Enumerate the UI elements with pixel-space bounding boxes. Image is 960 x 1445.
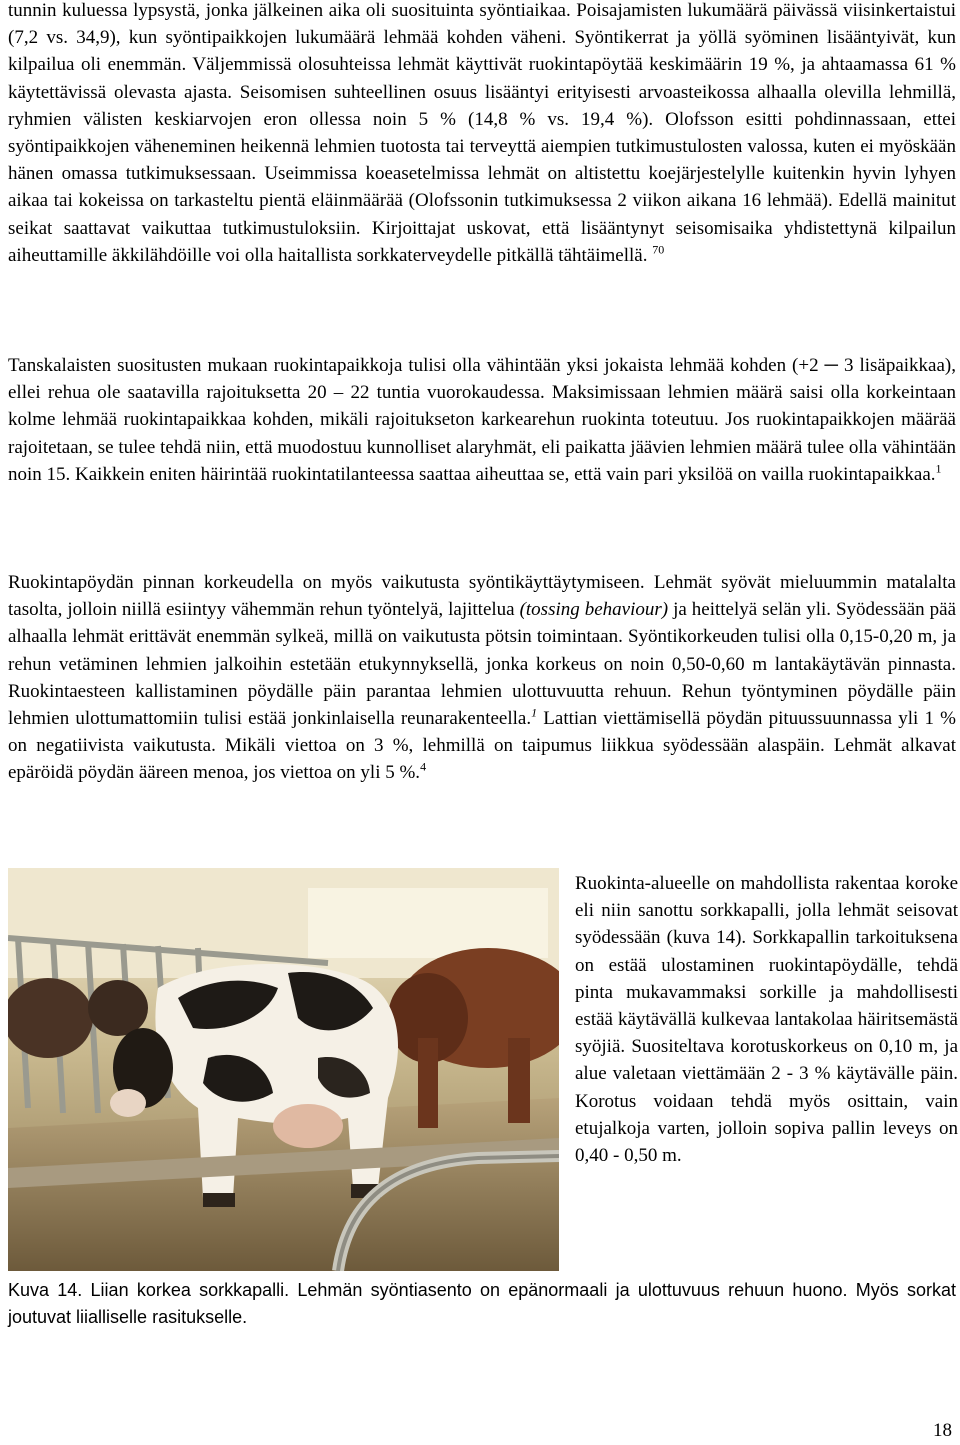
paragraph-text: ja heittelyä selän yli. Syödessään pää alhaalla lehmät erittävät enemmän sylkeä, millä on vaikutusta pötsin toimintaan. Syöntikorkeuden tulisi olla 0,15-0,20 m, ja rehun vetäminen lehmien jalkoihin estetään etukynnyksellä, jonka korkeus on noin 0,50-0,60 m lantakäytävän pinnasta. Ruokintaesteen kallistaminen pöydälle päin parantaa lehmien ulottuvuutta rehuun. Rehun työntyminen pöydälle päin lehmien ulottumattomiin tulisi estää jonkinlaisella reunarakenteella. bbox=[8, 599, 956, 730]
paragraph-text: Ruokintapöydän pinnan korkeudella on myös vaikutusta syöntikäyttäytymiseen. Lehmät syövät mieluummin matalalta tasolta, jolloin niillä esiintyy vähemmän rehun työntelyä, lajittelua bbox=[8, 572, 956, 621]
paragraph-danish-recommendations bbox=[8, 352, 956, 488]
reference-superscript: 70 bbox=[652, 242, 665, 257]
cow-photo-illustration bbox=[8, 868, 559, 1271]
paragraph-text: Lattian viettämisellä pöydän pituussuunnassa yli 1 % on negatiivista vaikutusta. Mikäli viettoa on 3 %, lehmillä on taipumus liikkua syödessään alaspäin. Lehmät alkavat epäröidä pöydän ääreen menoa, jos viettoa on yli 5 %. bbox=[8, 708, 956, 784]
page-number: 18 bbox=[933, 1420, 952, 1441]
side-text-hoof-platform: Ruokinta-alueelle on mahdollista rakentaa koroke eli niin sanottu sorkkapalli, jolla lehmät seisovat syödessään (kuva 14). Sorkkapallin tarkoituksena on estää ulostaminen ruokintapöydälle, tehdä pinta mukavammaksi sorkille ja mahdollisesti estää käytävällä kulkevaa lantakolaa häiritsemästä syöjiä. Suositeltava korotuskorkeus on 0,10 m, ja alue valetaan viettämään 2 - 3 % käytävälle päin. Korotus voidaan tehdä myös osittain, vain etujalkoja varten, jolloin sopiva pallin leveys on 0,40 - 0,50 m. bbox=[575, 873, 958, 1167]
reference-superscript: 4 bbox=[420, 760, 427, 775]
cow-feeding-photo bbox=[8, 868, 559, 1271]
paragraph-text: Tanskalaisten suositusten mukaan ruokintapaikkoja tulisi olla vähintään yksi jokaista lehmää kohden (+2 ─ 3 lisäpaikkaa), ellei rehua ole saatavilla rajoituksetta 20 – 22 tuntia vuorokaudessa. Maksimissaan lehmien määrä saisi olla korkeintaan kolme lehmää ruokintapaikkaa kohden, mikäli rajoitukseton karkearehun ruokinta toteutuu. Jos ruokintapaikkojen määrää rajoitetaan, se tulee tehdä niin, että muodostuu kunnolliset alaryhmät, eli paikatta jäävien lehmien määrä tulee olla vähintään noin 15. Kaikkein eniten häirintää ruokintatilanteessa saattaa aiheuttaa se, että vain pari yksilöä on vailla ruokintapaikkaa. bbox=[8, 355, 956, 485]
paragraph-olofsson-study bbox=[8, 0, 956, 269]
reference-superscript: 1 bbox=[531, 705, 538, 720]
reference-superscript: 1 bbox=[935, 461, 942, 476]
italic-term: (tossing behaviour) bbox=[519, 599, 669, 621]
paragraph-text: tunnin kuluessa lypsystä, jonka jälkeinen aika oli suosituinta syöntiaikaa. Poisajamisten lukumäärä päivässä viisinkertaistui (7,2 vs. 34,9), kun syöntipaikkojen lukumäärä lehmää kohden väheni. Syöntikerrat ja yöllä syöminen lisääntyivät, kun kilpailua oli enemmän. Väljemmissä olosuhteissa lehmät käyttivät ruokintapöytää keskimäärin 19 %, ja ahtaamassa 61 % käytettävissä olevasta ajasta. Seisomisen suhteellinen osuus lisääntyi erityisesti arvoasteikossa alhaalla olevilla lehmillä, ryhmien välisten keskiarvojen eron ollessa noin 5 % (14,8 % vs. 19,4 %). Olofsson esitti pohdinnassaan, ettei syöntipaikkojen väheneminen heikennä lehmien tuotosta tai terveyttä aiempien tutkimustulosten valossa, kuten ei myöskään hänen omassa tutkimuksessaan. Useimmissa koeasetelmissa lehmät on altistettu koejärjestelylle kuitenkin hyvin lyhyen aikaa tai kokeissa on tarkasteltu pientä eläinmäärää (Olofssonin tutkimuksessa 2 viikon aikana 16 lehmää). Edellä mainitut seikat saattavat vaikuttaa tutkimustuloksiin. Kirjoittajat uskovat, että lisääntynyt seisomisaika yhdistettynä kilpailun aiheuttamille äkkilähdöille voi olla haitallista sorkkaterveydelle pitkällä tähtäimellä. bbox=[8, 0, 956, 266]
figure-caption: Kuva 14. Liian korkea sorkkapalli. Lehmän syöntiasento on epänormaali ja ulottuvuus rehuun huono. Myös sorkat joutuvat liialliselle rasitukselle. bbox=[8, 1280, 956, 1327]
paragraph-feeding-table-height bbox=[8, 569, 956, 787]
